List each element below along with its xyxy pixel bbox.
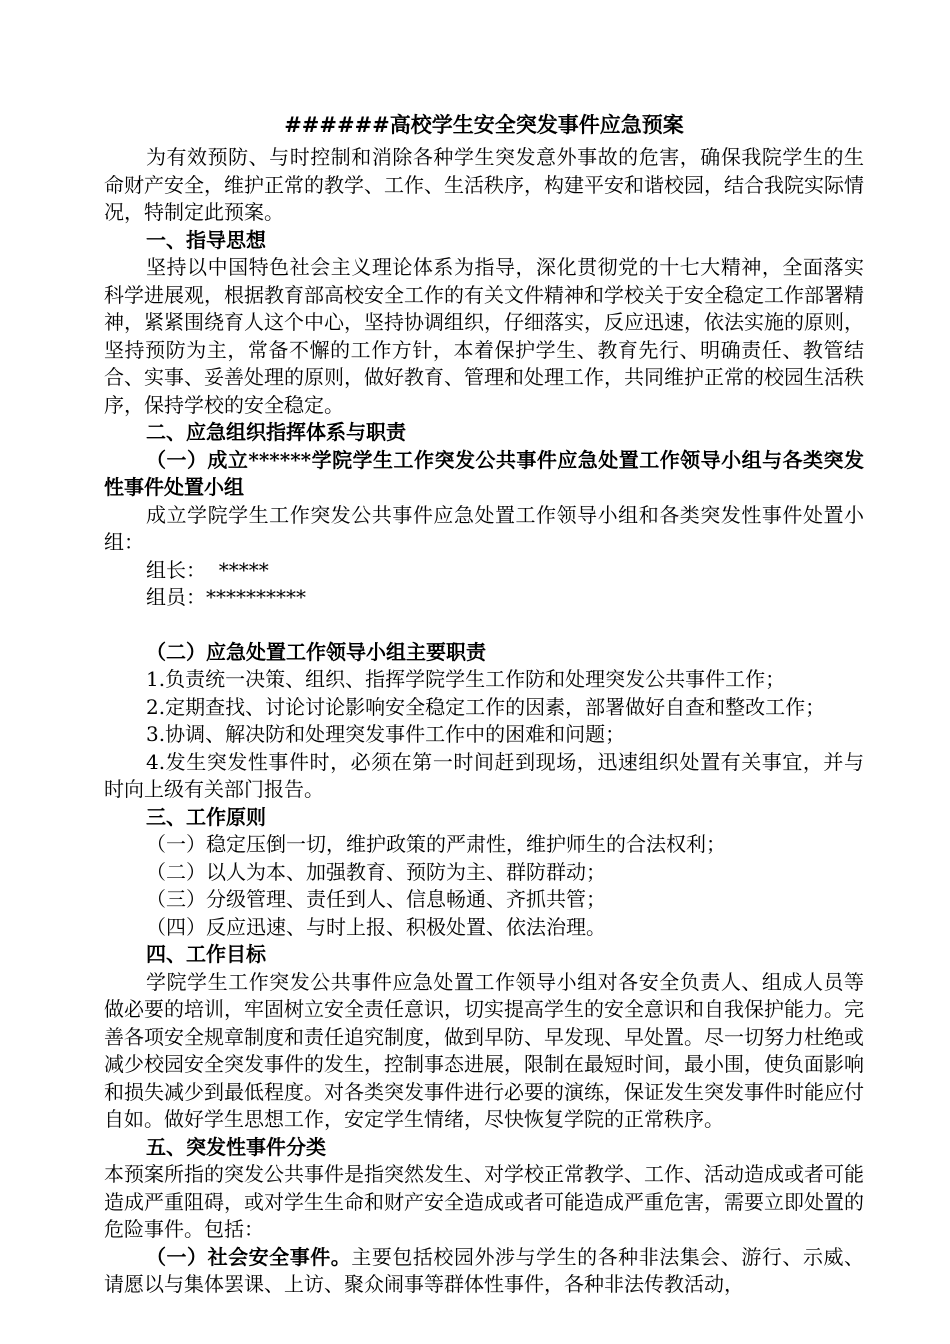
document-title: ######高校学生安全突发事件应急预案: [284, 112, 684, 137]
section-2-subheading-1: （一）成立******学院学生工作突发公共事件应急处置工作领导小组与各类突发性事件处置小组: [104, 447, 864, 499]
principle-item: （四）反应迅速、与时上报、积极处置、依法治理。: [146, 914, 606, 939]
section-4-body: 学院学生工作突发公共事件应急处置工作领导小组对各安全负责人、组成人员等做必要的培训，牢固树立安全责任意识，切实提高学生的安全意识和自我保护能力。完善各项安全规章制度和责任追究制度，做到早防、早发现、早处置。尽一切努力杜绝或减少校园安全突发事件的发生，控制事态进展，限制在最短时间，最小围，使负面影响和损失减少到最低程度。对各类突发事件进行必要的演练，保证发生突发事件时能应付自如。做好学生思想工作，安定学生情绪，尽快恢复学院的正常秩序。: [104, 969, 864, 1131]
section-heading-2: 二、应急组织指挥体系与职责: [146, 420, 406, 444]
duty-item: 4.发生突发性事件时，必须在第一时间赶到现场，迅速组织处置有关事宜，并与时向上级有关部门报告。: [104, 749, 864, 801]
category-item-1: [104, 1244, 864, 1299]
blank-line: [104, 612, 864, 639]
principle-item: （一）稳定压倒一切，维护政策的严肃性，维护师生的合法权利；: [146, 832, 726, 856]
group-members-line: 组员：**********: [146, 585, 306, 609]
category-item-1-label: （一）社会安全事件。: [146, 1244, 352, 1269]
document-page: [104, 110, 864, 1299]
intro-paragraph: 为有效预防、与时控制和消除各种学生突发意外事故的危害，确保我院学生的生命财产安全，维护正常的教学、工作、生活秩序，构建平安和谐校园，结合我院实际情况，特制定此预案。: [104, 145, 864, 224]
duty-item: 1.负责统一决策、组织、指挥学院学生工作防和处理突发公共事件工作；: [146, 667, 786, 691]
section-1-body: 坚持以中国特色社会主义理论体系为指导，深化贯彻党的十七大精神，全面落实科学进展观，根据教育部高校安全工作的有关文件精神和学校关于安全稳定工作部署精神，紧紧围绕育人这个中心，坚持协调组织，仔细落实，反应迅速，依法实施的原则，坚持预防为主，常备不懈的工作方针，本着保护学生、教育先行、明确责任、教管结合、实事、妥善处理的原则，做好教育、管理和处理工作，共同维护正常的校园生活秩序，保持学校的安全稳定。: [104, 255, 864, 417]
duty-item: 3.协调、解决防和处理突发事件工作中的困难和问题；: [146, 722, 626, 746]
section-heading-3: 三、工作原则: [146, 804, 266, 829]
section-heading-4: 四、工作目标: [146, 942, 266, 966]
section-heading-5: 五、突发性事件分类: [146, 1134, 326, 1159]
category-item-1-text: 主要包括校园外涉与学生的各种非法集会、游行、示威、请愿以与集体罢课、上访、聚众闹事等群体性事件，各种非法传教活动，: [104, 1244, 865, 1296]
section-5-body: 本预案所指的突发公共事件是指突然发生、对学校正常教学、工作、活动造成或者可能造成严重阻碍，或对学生生命和财产安全造成或者可能造成严重危害，需要立即处置的危险事件。包括：: [104, 1162, 864, 1241]
duty-item: 2.定期查找、讨论讨论影响安全稳定工作的因素，部署做好自查和整改工作；: [146, 694, 826, 719]
principle-item: （二）以人为本、加强教育、预防为主、群防群动；: [146, 859, 606, 884]
section-heading-1: 一、指导思想: [146, 227, 266, 252]
section-2-sub1-body: 成立学院学生工作突发公共事件应急处置工作领导小组和各类突发性事件处置小组：: [104, 502, 864, 554]
section-2-subheading-2: （二）应急处置工作领导小组主要职责: [146, 639, 486, 664]
group-leader-line: 组长： *****: [146, 557, 269, 582]
principle-item: （三）分级管理、责任到人、信息畅通、齐抓共管；: [146, 887, 606, 911]
